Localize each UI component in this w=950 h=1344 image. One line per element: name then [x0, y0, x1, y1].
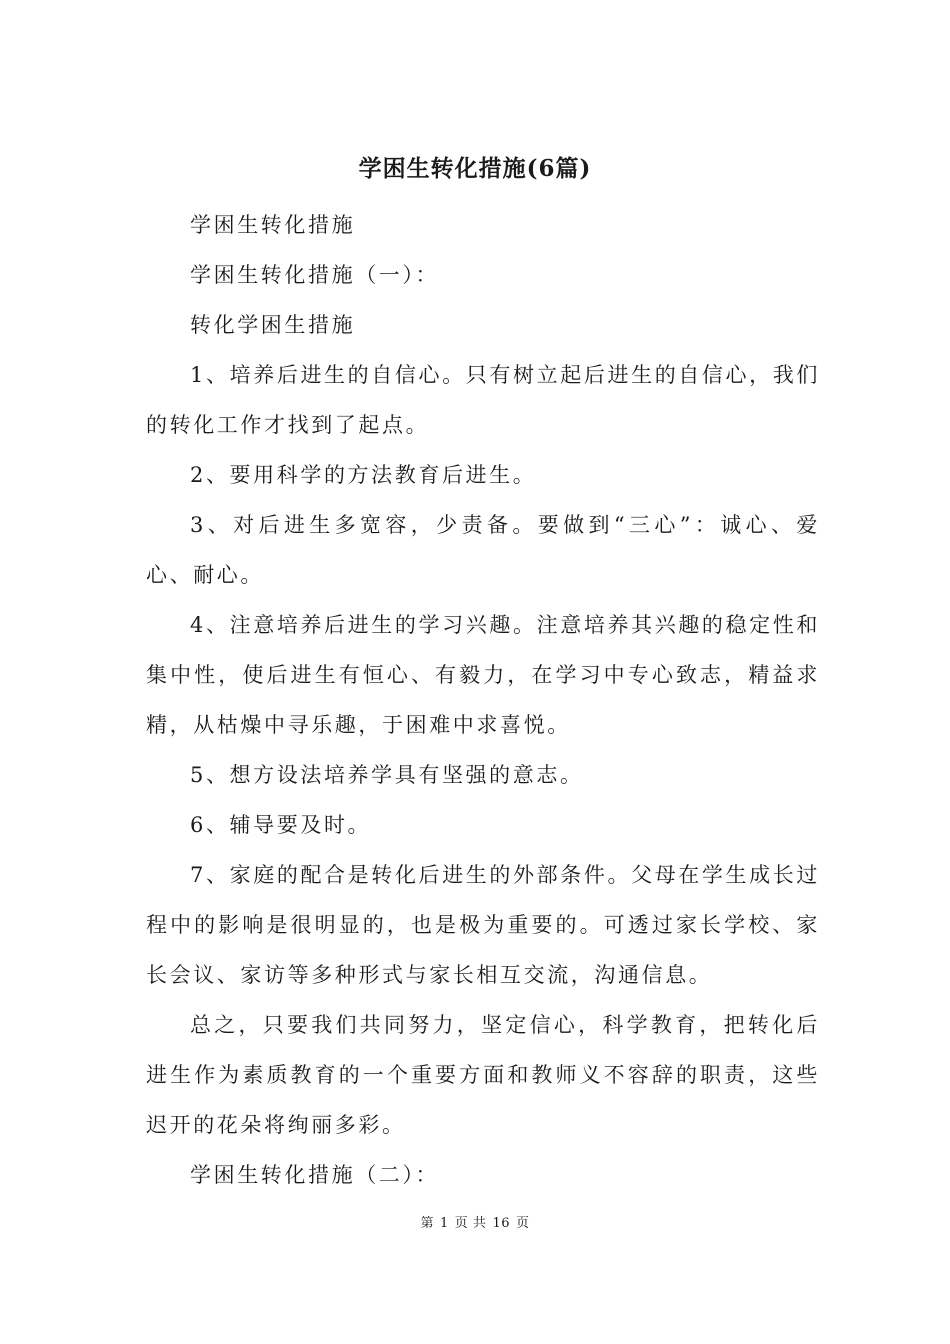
footer-total-pages: 16 [492, 1216, 510, 1231]
page-footer [0, 1214, 950, 1234]
paragraph: 5、想方设法培养学具有坚强的意志。 [190, 763, 584, 787]
document-body [146, 200, 820, 1200]
paragraph: 学困生转化措施 [190, 213, 356, 237]
paragraph: 学困生转化措施（一）： [190, 263, 440, 287]
footer-prefix: 第 [420, 1216, 435, 1231]
paragraph: 6、辅导要及时。 [190, 813, 372, 837]
paragraph: 7、家庭的配合是转化后进生的外部条件。父母在学生成长过程中的影响是很明显的，也是极为重要的。可透过家长学校、家长会议、家访等多种形式与家长相互交流，沟通信息。 [146, 863, 820, 987]
paragraph: 4、注意培养后进生的学习兴趣。注意培养其兴趣的稳定性和集中性，使后进生有恒心、有毅力，在学习中专心致志，精益求精，从枯燥中寻乐趣，于困难中求喜悦。 [146, 613, 820, 737]
paragraph: 学困生转化措施（二）： [190, 1163, 440, 1187]
paragraph: 转化学困生措施 [190, 313, 356, 337]
footer-current-page: 1 [440, 1216, 449, 1231]
paragraph: 1、培养后进生的自信心。只有树立起后进生的自信心，我们的转化工作才找到了起点。 [146, 363, 820, 437]
paragraph: 总之，只要我们共同努力，坚定信心，科学教育，把转化后进生作为素质教育的一个重要方面和教师义不容辞的职责，这些迟开的花朵将绚丽多彩。 [146, 1013, 820, 1137]
paragraph: 2、要用科学的方法教育后进生。 [190, 463, 537, 487]
paragraph: 3、对后进生多宽容，少责备。要做到“三心”：诚心、爱心、耐心。 [146, 513, 820, 587]
footer-middle: 页 共 [454, 1216, 487, 1231]
document-title: 学困生转化措施(6篇) [358, 155, 592, 182]
footer-suffix: 页 [515, 1216, 530, 1231]
